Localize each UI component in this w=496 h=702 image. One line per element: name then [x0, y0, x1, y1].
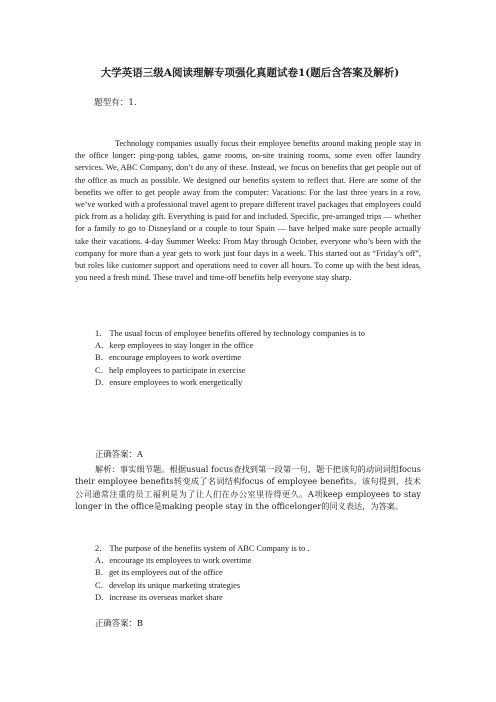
question-stem: 2． The purpose of the benefits system of ABC Company is to .	[95, 544, 310, 553]
option-d: D．ensure employees to work energetically	[95, 377, 243, 387]
option-c: C．help employees to participate in exercise	[95, 365, 246, 375]
option-c: C．develop its unique marketing strategies	[95, 580, 241, 590]
option-a: A．encourage its employees to work overtime	[95, 556, 252, 566]
option-b: B．encourage employees to work overtime	[95, 353, 242, 363]
option-d: D．increase its overseas market share	[95, 592, 223, 602]
option-a: A．keep employees to stay longer in the office	[95, 341, 254, 351]
document-title: 大学英语三级A阅读理解专项强化真题试卷1(题后含答案及解析)	[100, 67, 400, 79]
question-1	[75, 328, 421, 389]
question-type-label: 题型有：1.	[94, 98, 137, 108]
reading-passage: Technology companies usually focus their employee benefits around making people stay in the office longer: ping-pong tables, game rooms, on-site training rooms, some even offer laundry services. We, ABC Company, don’t do any of these. Instead, we focus on benefits that get people out of the office as much as possible. We designed our benefits system to reflect that. Here are some of the benefits we offer to get people away from the computer: Vacations: For the last three years in a row, we’ve worked with a professional travel agent to prepare different travel packages that employees could pick from as a holiday gift. Everything is paid for and included. Specific, pre-arranged trips — whether for a family to go to Disneyland or a couple to tour Spain — have helped make sure people actually take their vacations. 4-day Summer Weeks: From May through October, everyone who’s been with the company for more than a year gets to work just four days in a week. This started out as “Friday’s off”, but roles like customer support and operations need to cover all hours. To come up with the best ideas, you need a fresh mind. These travel and time-off benefits help everyone stay sharp.	[75, 139, 421, 283]
explanation-1: 解析：事实细节题。根据usual focus查找到第一段第一句，题干把该句的动词词组focus their employee benefits转变成了名词结构focus of employee benefits。该句提到，技术公司通常注重的员工福利是为了让人们在办公室里待得更久。A项keep employees to stay longer in the office是making people stay in the officelonger的同义表达，为答案。	[75, 464, 421, 511]
answer-2: 正确答案：B	[95, 618, 144, 628]
question-stem: 1． The usual focus of employee benefits offered by technology companies is to	[95, 329, 365, 338]
question-2	[75, 543, 421, 604]
option-b: B．get its employees out of the office	[95, 568, 223, 578]
answer-1: 正确答案：A	[95, 449, 143, 459]
